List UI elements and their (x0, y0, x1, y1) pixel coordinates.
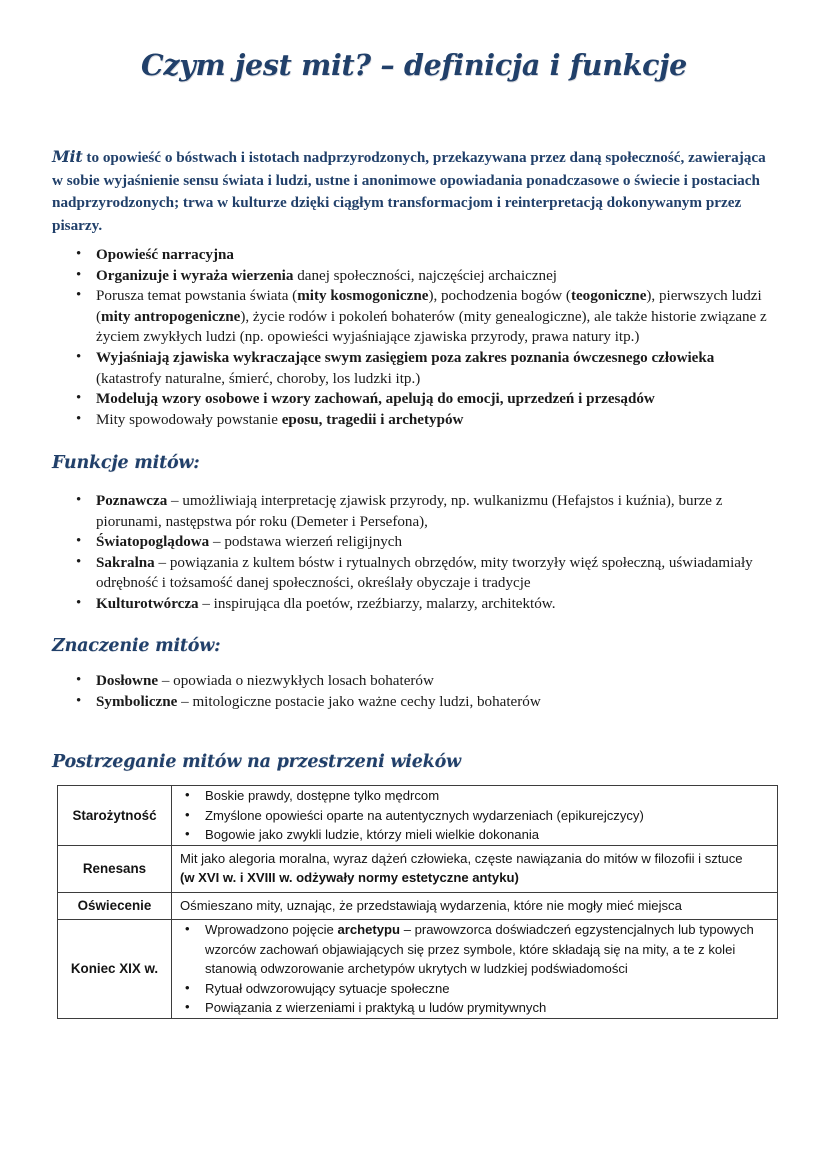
main-list-item (52, 266, 776, 287)
table-content-cell (172, 892, 778, 919)
table-li-1-run-0: Rytuał odwzorowujący sytuacje społeczne (205, 980, 450, 996)
main-list-2-run-0: Porusza temat powstania świata ( (96, 288, 298, 305)
table-content-cell (172, 845, 778, 892)
section-heading-znaczenie: Znaczenie mitów: (52, 636, 221, 656)
funkcje-list-item (52, 594, 776, 615)
main-list-2-run-2: ), pochodzenia bogów ( (428, 288, 571, 305)
section-heading-postrzeganie: Postrzeganie mitów na przestrzeni wieków (52, 752, 461, 772)
funkcje-list-0-run-1: – umożliwiają interpretację zjawisk przyrody, np. wulkanizmu (Hefajstos i kuźnia), burze z piorunami, następstwa pór roku (Demeter i Persefona), (96, 493, 723, 530)
intro-paragraph (52, 146, 768, 237)
funkcje-list-3-run-1: – inspirująca dla poetów, rzeźbiarzy, malarzy, architektów. (198, 595, 556, 612)
section-heading-funkcje: Funkcje mitów: (52, 453, 200, 473)
main-list-2-run-4: ), pierwszych ludzi ( (96, 288, 762, 325)
table-era-cell: Starożytność (58, 786, 172, 846)
table-era-cell: Renesans (58, 845, 172, 892)
table-bullet-list (172, 786, 777, 845)
znaczenie-list-1-run-0: Symboliczne (96, 693, 178, 710)
table-paragraph: Ośmieszano mity, uznając, że przedstawiają wydarzenia, które nie mogły mieć miejsca (180, 897, 682, 913)
main-list-2-run-5: mity antropogeniczne (101, 308, 241, 325)
intro-body-text: to opowieść o bóstwach i istotach nadprzyrodzonych, przekazywana przez daną społeczność, zawierająca w sobie wyjaśnienie sensu świata i ludzi, ustne i anonimowe opowiadania ponadczasowe o świecie i postaciach nadprzyrodzonych; trwa w kulturze dzięki ciągłym transformacjom i reinterpretacją dokonywanym przez pisarzy. (52, 149, 766, 234)
main-list-item (52, 286, 776, 348)
funkcje-list-0-run-0: Poznawcza (96, 493, 168, 509)
table-list-item (172, 920, 777, 979)
main-list-4-run-0: Modelują wzory osobowe i wzory zachowań, apelują do emocji, uprzedzeń i przesądów (96, 391, 655, 408)
main-list-5-run-0: Mity spowodowały powstanie (96, 411, 282, 428)
znaczenie-list-0-run-1: – opowiada o niezwykłych losach bohaterów (158, 673, 434, 689)
table-list-item (172, 825, 777, 845)
funkcje-list-1-run-1: – podstawa wierzeń religijnych (209, 534, 403, 551)
main-list-item (52, 245, 776, 266)
main-list-item (52, 348, 776, 389)
table-content-cell (172, 920, 778, 1019)
znaczenie-list-item (52, 671, 776, 692)
main-list-3-run-0: Wyjaśniają zjawiska wykraczające swym zasięgiem poza zakres poznania ówczesnego człowieka (96, 349, 715, 366)
table-li-0-run-0: Wprowadzono pojęcie (205, 922, 338, 937)
table-li-2-run-0: Powiązania z wierzeniami i praktyką u ludów prymitywnych (205, 1000, 547, 1016)
funkcje-list-item (52, 491, 776, 532)
funkcje-bullet-list (52, 491, 776, 615)
znaczenie-list-item (52, 692, 776, 713)
znaczenie-list-1-run-1: – mitologiczne postacie jako ważne cechy ludzi, bohaterów (177, 693, 541, 710)
table-list-item (172, 806, 777, 826)
table-li-0-run-2: – prawowzorca doświadczeń egzystencjalnych lub typowych wzorców zachowań objawiających się przez symbole, które składają się na mity, a te z kolei stanowią odwzorowanie archetypów ukrytych w ludzkiej podświadomości (205, 922, 754, 977)
table-list-item (172, 786, 777, 806)
table-row (58, 786, 778, 846)
table-bullet-list (172, 920, 777, 1018)
funkcje-list-item (52, 553, 776, 594)
table-li-0-run-1: archetypu (337, 922, 401, 937)
table-li-0-run-0: Boskie prawdy, dostępne tylko mędrcom (205, 788, 440, 803)
table-era-cell: Oświecenie (58, 892, 172, 919)
table-row (58, 892, 778, 919)
table-row (58, 920, 778, 1019)
znaczenie-list-0-run-0: Dosłowne (96, 673, 159, 689)
main-list-2-run-6: ), życie rodów i pokoleń bohaterów (mity genealogiczne), ale także historie związane z życiem zwykłych ludzi (np. opowieści wyjaśniające zjawiska przyrody, prawa natury itp.) (96, 308, 767, 346)
table-list-item (172, 979, 777, 999)
main-list-5-run-1: eposu, tragedii i archetypów (281, 411, 464, 428)
table-row (58, 845, 778, 892)
znaczenie-bullet-list (52, 671, 776, 712)
main-list-item (52, 389, 776, 410)
main-list-2-run-3: teogoniczne (570, 288, 647, 305)
funkcje-list-1-run-0: Światopoglądowa (96, 534, 210, 551)
ages-table-wrapper (57, 785, 778, 1019)
table-era-cell: Koniec XIX w. (58, 920, 172, 1019)
main-list-3-run-1: (katastrofy naturalne, śmierć, choroby, los ludzki itp.) (96, 370, 421, 387)
table-li-1-run-0: Zmyślone opowieści oparte na autentycznych wydarzeniach (epikurejczycy) (205, 807, 644, 823)
funkcje-list-item (52, 532, 776, 553)
funkcje-list-3-run-0: Kulturotwórcza (96, 595, 199, 612)
main-list-1-run-0: Organizuje i wyraża wierzenia (96, 267, 294, 284)
main-list-2-run-1: mity kosmogoniczne (297, 288, 429, 305)
table-paragraph: Mit jako alegoria moralna, wyraz dążeń człowieka, częste nawiązania do mitów w filozofii i sztuce (180, 850, 743, 866)
table-content-cell (172, 786, 778, 846)
main-bullet-list (52, 245, 776, 430)
table-list-item (172, 998, 777, 1018)
funkcje-list-2-run-1: – powiązania z kultem bóstw i rytualnych obrzędów, mity tworzyły więź społeczną, uświadamiały odrębność i tożsamość danej społeczności, określały obyczaje i tradycje (96, 554, 753, 592)
page-title: Czym jest mit? – definicja i funkcje (141, 48, 687, 82)
main-list-1-run-1: danej społeczności, najczęściej archaicznej (293, 267, 557, 284)
funkcje-list-2-run-0: Sakralna (96, 554, 155, 571)
ages-table (57, 785, 778, 1019)
main-list-item (52, 410, 776, 431)
table-paragraph: (w XVI w. i XVIII w. odżywały normy estetyczne antyku) (180, 870, 519, 886)
main-list-0-run-0: Opowieść narracyjna (96, 247, 234, 263)
intro-lead-word: Mit (52, 147, 83, 167)
table-li-2-run-0: Bogowie jako zwykli ludzie, którzy mieli wielkie dokonania (205, 827, 540, 843)
